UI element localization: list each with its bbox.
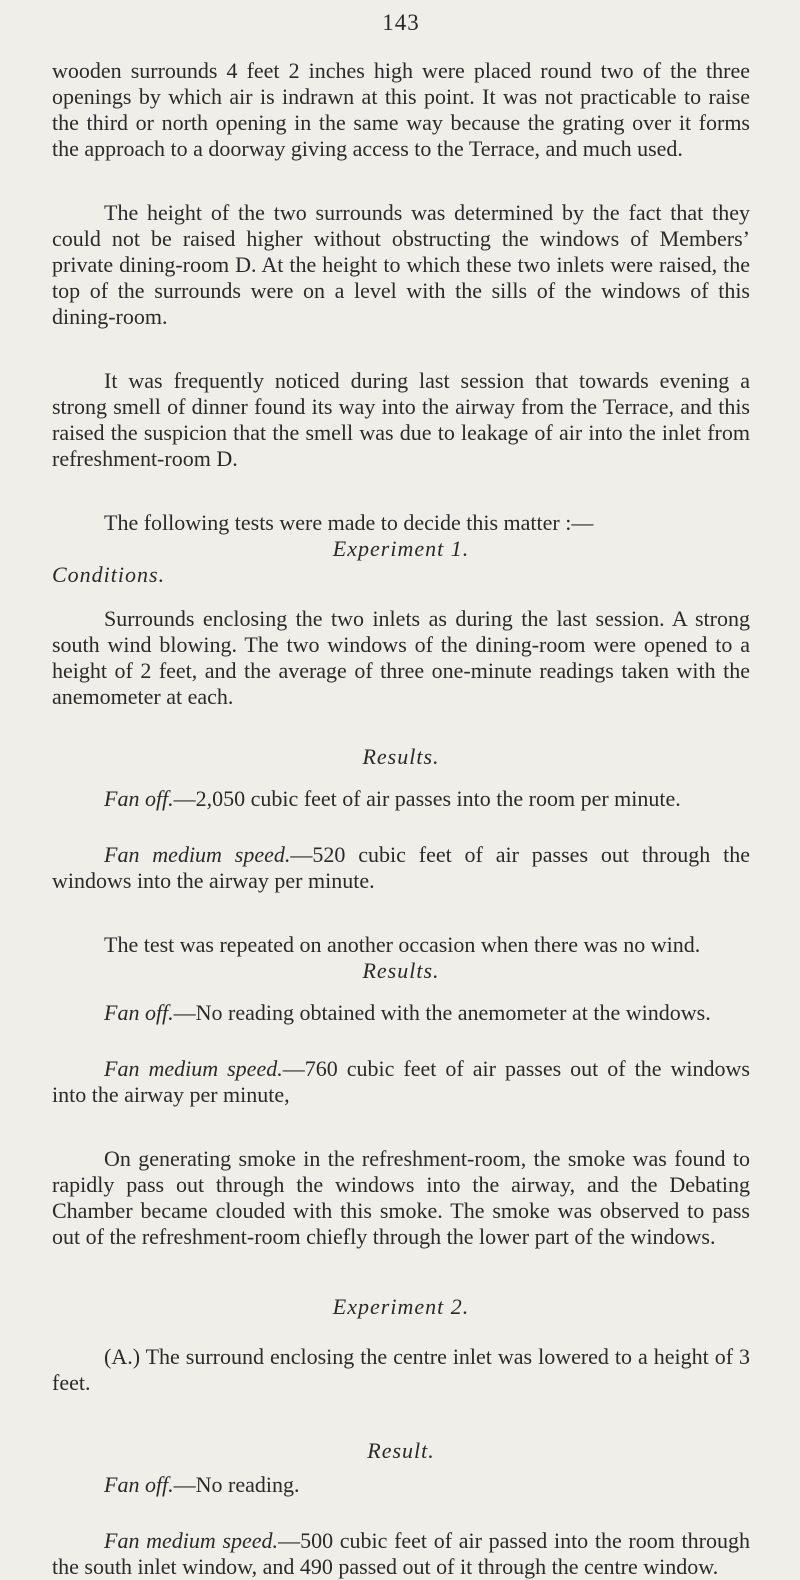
fan-medium-result-2 [52,1056,750,1108]
fan-medium-label-1: Fan medium speed. [104,842,291,867]
fan-medium-text-exp2: —500 cubic feet of air passed into the room through the south inlet window, and 490 passed out of it through the centre window. [52,1528,750,1579]
fan-off-label-1: Fan off. [104,786,174,811]
experiment-2-heading: Experiment 2. [332,1294,470,1319]
paragraph-surrounds: wooden surrounds 4 feet 2 inches high were placed round two of the three openings by which air is indrawn at this point. It was not practicable to raise the third or north opening in the same way because the grating over it forms the approach to a doorway giving access to the Terrace, and much used. [52,58,750,161]
results-heading-1: Results. [362,744,440,769]
fan-off-text-2: —No reading obtained with the anemometer at the windows. [173,1000,711,1025]
experiment-2-a-paragraph: (A.) The surround enclosing the centre inlet was lowered to a height of 3 feet. [52,1344,750,1395]
paragraph-height: The height of the two surrounds was determined by the fact that they could not be raised higher without obstructing the windows of Members’ private dining-room D. At the height to which these two inlets were raised, the top of the surrounds were on a level with the sills of the windows of this dining-room. [52,200,750,329]
fan-medium-text-2: —760 cubic feet of air passes out of the windows into the airway per minute, [52,1056,750,1107]
fan-off-result-2 [52,1000,750,1026]
fan-medium-result-1 [52,842,750,894]
smoke-paragraph: On generating smoke in the refreshment-room, the smoke was found to rapidly pass out through the windows into the airway, and the Debating Chamber became clouded with this smoke. The smoke was observed to pass out of the refreshment-room chiefly through the lower part of the windows. [52,1146,750,1249]
fan-medium-result-exp2 [52,1528,750,1580]
paragraph-tests-intro: The following tests were made to decide this matter :— [104,510,594,535]
fan-off-result-1 [52,786,750,812]
fan-off-result-exp2 [52,1472,750,1498]
fan-medium-text-1: —520 cubic feet of air passes out through the windows into the airway per minute. [52,842,750,893]
fan-medium-label-exp2: Fan medium speed. [104,1528,279,1553]
paragraph-smell: It was frequently noticed during last session that towards evening a strong smell of dinner found its way into the airway from the Terrace, and this raised the suspicion that the smell was due to leakage of air into the inlet from refreshment-room D. [52,368,750,471]
fan-off-label-2: Fan off. [104,1000,174,1025]
fan-medium-label-2: Fan medium speed. [104,1056,283,1081]
conditions-heading: Conditions. [52,562,166,587]
experiment-1-heading: Experiment 1. [332,536,470,561]
fan-off-text-exp2: —No reading. [173,1472,300,1497]
page-number: 143 [382,10,420,35]
fan-off-label-exp2: Fan off. [104,1472,174,1497]
repeat-paragraph: The test was repeated on another occasion when there was no wind. [104,932,701,957]
conditions-paragraph: Surrounds enclosing the two inlets as during the last session. A strong south wind blowing. The two windows of the dining-room were opened to a height of 2 feet, and the average of three one-minute readings taken with the anemometer at each. [52,606,750,709]
results-heading-2: Results. [362,958,440,983]
result-heading-exp2: Result. [367,1438,435,1463]
fan-off-text-1: —2,050 cubic feet of air passes into the room per minute. [173,786,681,811]
